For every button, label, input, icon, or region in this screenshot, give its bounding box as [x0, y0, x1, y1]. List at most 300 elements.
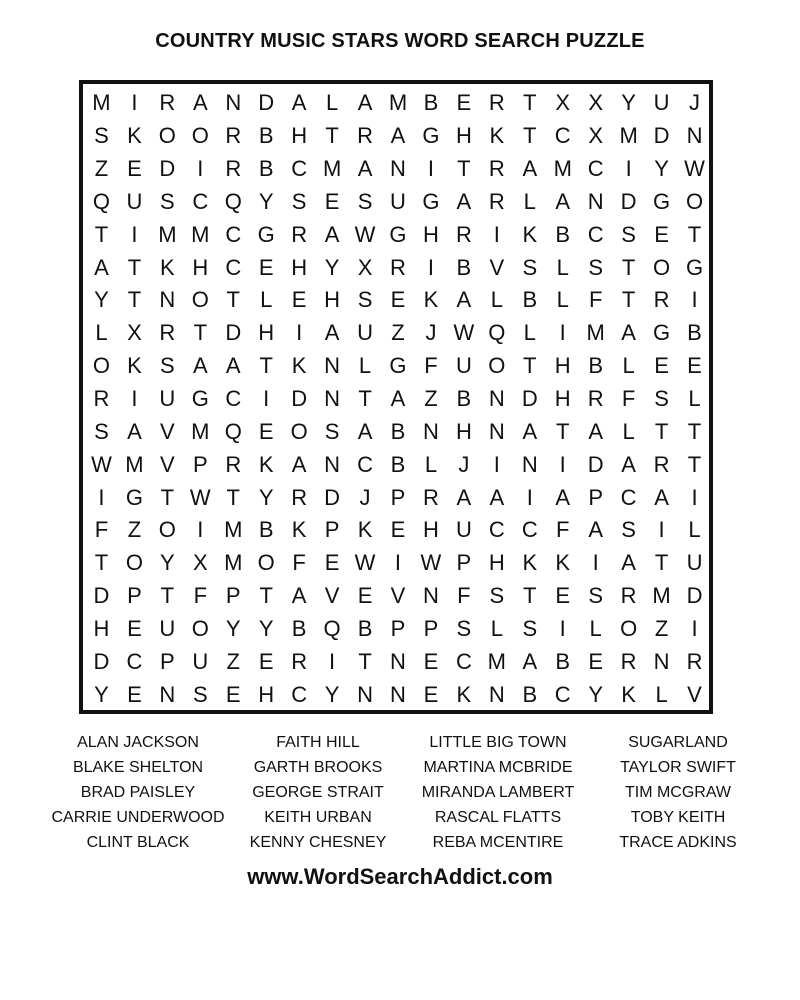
- grid-letter: C: [225, 254, 242, 280]
- grid-letter: D: [686, 583, 703, 609]
- grid-letter: T: [94, 550, 109, 576]
- grid-letter: D: [225, 320, 242, 346]
- grid-letter: O: [257, 550, 275, 576]
- grid-letter: G: [422, 123, 440, 149]
- grid-letter: G: [685, 254, 704, 280]
- grid-letter: A: [390, 123, 406, 149]
- grid-letter: Q: [323, 615, 341, 641]
- grid-letter: O: [620, 615, 638, 641]
- grid-letter: P: [324, 517, 340, 543]
- grid-letter: L: [622, 418, 635, 444]
- grid-letter: I: [296, 320, 303, 346]
- grid-letter: Z: [391, 320, 405, 346]
- grid-letter: G: [191, 385, 209, 411]
- grid-letter: Y: [588, 681, 604, 707]
- grid-letter: I: [427, 156, 434, 182]
- grid-letter: K: [456, 681, 472, 707]
- grid-letter: M: [586, 320, 605, 346]
- grid-letter: P: [423, 615, 439, 641]
- grid-letter: I: [493, 221, 500, 247]
- grid-letter: A: [390, 385, 406, 411]
- grid-letter: A: [324, 320, 340, 346]
- grid-letter: P: [192, 451, 208, 477]
- grid-letter: E: [127, 681, 142, 707]
- grid-letter: W: [684, 156, 705, 182]
- grid-letter: T: [556, 418, 570, 444]
- grid-letter: C: [587, 221, 604, 247]
- grid-letter: E: [357, 583, 373, 609]
- grid-letter: E: [654, 353, 669, 379]
- grid-letter: P: [225, 583, 241, 609]
- grid-letter: B: [423, 90, 439, 116]
- grid-letter: R: [390, 254, 406, 280]
- grid-letter: B: [456, 254, 472, 280]
- grid-letter: T: [160, 484, 175, 510]
- grid-letter: E: [291, 287, 307, 313]
- grid-letter: V: [489, 254, 505, 280]
- grid-letter: H: [192, 254, 209, 280]
- word-list-column: [408, 730, 588, 855]
- word-list-item: MIRANDA LAMBERT: [421, 784, 575, 801]
- grid-letter: R: [291, 221, 308, 247]
- grid-letter: G: [653, 320, 671, 346]
- grid-letter: R: [488, 188, 505, 214]
- grid-letter: R: [587, 385, 604, 411]
- grid-letter: W: [189, 484, 211, 510]
- grid-letter: I: [625, 156, 632, 182]
- grid-letter: U: [159, 385, 176, 411]
- grid-letter: U: [455, 353, 472, 379]
- grid-letter: T: [457, 156, 471, 182]
- grid-letter: N: [357, 681, 373, 707]
- grid-letter: G: [389, 221, 407, 247]
- grid-letter: T: [523, 90, 537, 116]
- grid-letter: E: [555, 583, 571, 609]
- grid-letter: R: [225, 123, 242, 149]
- grid-letter: N: [324, 353, 341, 379]
- grid-letter: Y: [258, 484, 274, 510]
- grid-letter: F: [94, 517, 109, 543]
- grid-letter: D: [258, 90, 275, 116]
- grid-letter: R: [225, 156, 242, 182]
- grid-letter: T: [687, 418, 702, 444]
- grid-letter: K: [555, 550, 571, 576]
- grid-letter: H: [258, 681, 275, 707]
- grid-letter: K: [489, 123, 505, 149]
- grid-letter: L: [523, 320, 536, 346]
- grid-letter: E: [225, 681, 241, 707]
- grid-letter: I: [526, 484, 533, 510]
- grid-letter: O: [158, 517, 176, 543]
- grid-letter: N: [159, 287, 176, 313]
- grid-letter: T: [325, 123, 339, 149]
- word-list-item: LITTLE BIG TOWN: [429, 734, 567, 751]
- grid-letter: V: [390, 583, 406, 609]
- grid-letter: S: [489, 583, 505, 609]
- grid-letter: S: [588, 254, 604, 280]
- grid-letter: M: [388, 90, 408, 116]
- grid-letter: I: [98, 484, 105, 510]
- grid-letter: L: [622, 353, 635, 379]
- grid-letter: D: [93, 583, 110, 609]
- grid-letter: D: [620, 188, 637, 214]
- grid-letter: T: [687, 451, 702, 477]
- grid-letter: A: [555, 188, 571, 214]
- grid-letter: I: [131, 221, 138, 247]
- grid-letter: A: [555, 484, 571, 510]
- grid-letter: K: [127, 353, 142, 379]
- grid-letter: F: [621, 385, 636, 411]
- grid-letter: W: [91, 451, 112, 477]
- grid-letter: K: [127, 123, 142, 149]
- grid-letter: F: [292, 550, 306, 576]
- grid-letter: H: [324, 287, 341, 313]
- grid-letter: I: [493, 451, 500, 477]
- grid-letter: L: [358, 353, 372, 379]
- grid-letter: Q: [224, 188, 242, 214]
- grid-letter: M: [224, 517, 243, 543]
- grid-letter: S: [94, 123, 109, 149]
- grid-letter: R: [159, 90, 176, 116]
- grid-letter: I: [131, 90, 138, 116]
- grid-letter: C: [554, 681, 571, 707]
- word-list-item: CLINT BLACK: [86, 834, 190, 851]
- grid-letter: N: [390, 156, 406, 182]
- grid-letter: I: [329, 648, 336, 674]
- grid-letter: R: [488, 156, 505, 182]
- grid-letter: N: [488, 385, 505, 411]
- grid-letter: Y: [160, 550, 175, 576]
- grid-letter: X: [357, 254, 373, 280]
- grid-letter: C: [225, 221, 242, 247]
- grid-letter: T: [226, 287, 240, 313]
- grid-letter: A: [291, 451, 307, 477]
- grid-letter: P: [160, 648, 175, 674]
- grid-letter: R: [159, 320, 176, 346]
- grid-letter: V: [324, 583, 340, 609]
- grid-letter: H: [258, 320, 275, 346]
- grid-letter: I: [394, 550, 402, 576]
- grid-letter: G: [389, 353, 407, 379]
- grid-letter: V: [160, 451, 175, 477]
- grid-letter: H: [488, 550, 505, 576]
- grid-letter: P: [588, 484, 604, 510]
- grid-letter: L: [95, 320, 108, 346]
- grid-letter: A: [588, 418, 604, 444]
- grid-letter: B: [555, 221, 571, 247]
- grid-letter: B: [357, 615, 373, 641]
- grid-letter: A: [621, 451, 636, 477]
- grid-letter: B: [390, 451, 406, 477]
- grid-letter: O: [92, 353, 111, 379]
- grid-letter: C: [521, 517, 538, 543]
- grid-letter: B: [687, 320, 702, 346]
- word-list-item: TRACE ADKINS: [619, 834, 737, 851]
- grid-letter: O: [191, 287, 209, 313]
- grid-letter: S: [291, 188, 307, 214]
- grid-letter: L: [260, 287, 273, 313]
- grid-letter: K: [291, 353, 307, 379]
- word-list-column: [228, 730, 408, 855]
- grid-letter: B: [522, 287, 538, 313]
- grid-letter: A: [94, 254, 109, 280]
- grid-letter: A: [456, 287, 472, 313]
- grid-letter: W: [420, 550, 442, 576]
- grid-letter: E: [127, 156, 142, 182]
- grid-letter: L: [523, 188, 536, 214]
- grid-letter: A: [324, 221, 340, 247]
- grid-letter: R: [357, 123, 373, 149]
- grid-letter: G: [653, 188, 671, 214]
- grid-letter: R: [291, 484, 308, 510]
- grid-letter: T: [523, 353, 537, 379]
- letter-grid-frame: [79, 80, 713, 714]
- grid-letter: M: [224, 550, 243, 576]
- grid-letter: X: [127, 320, 142, 346]
- grid-letter: K: [522, 221, 538, 247]
- grid-letter: Q: [488, 320, 506, 346]
- grid-letter: A: [357, 90, 373, 116]
- grid-letter: N: [587, 188, 604, 214]
- grid-letter: B: [258, 156, 274, 182]
- grid-letter: U: [126, 188, 143, 214]
- grid-letter: N: [159, 681, 176, 707]
- grid-letter: X: [588, 90, 604, 116]
- grid-letter: C: [357, 451, 373, 477]
- grid-letter: E: [456, 90, 472, 116]
- grid-letter: S: [588, 583, 604, 609]
- grid-letter: L: [556, 287, 569, 313]
- grid-letter: I: [559, 615, 566, 641]
- grid-letter: D: [93, 648, 110, 674]
- grid-letter: M: [191, 418, 210, 444]
- grid-letter: M: [553, 156, 572, 182]
- grid-letter: N: [225, 90, 242, 116]
- grid-letter: N: [422, 418, 439, 444]
- grid-letter: E: [654, 221, 669, 247]
- grid-letter: O: [653, 254, 671, 280]
- grid-letter: M: [487, 648, 506, 674]
- grid-letter: J: [425, 320, 437, 346]
- grid-letter: E: [423, 681, 439, 707]
- grid-letter: C: [291, 681, 308, 707]
- grid-letter: N: [521, 451, 538, 477]
- grid-letter: A: [192, 90, 208, 116]
- grid-letter: G: [125, 484, 143, 510]
- grid-letter: H: [554, 353, 571, 379]
- grid-letter: I: [197, 156, 204, 182]
- word-list-item: KENNY CHESNEY: [249, 834, 387, 851]
- grid-letter: F: [556, 517, 570, 543]
- grid-letter: M: [322, 156, 342, 182]
- grid-letter: A: [291, 583, 307, 609]
- grid-letter: T: [127, 254, 142, 280]
- grid-letter: R: [653, 451, 670, 477]
- word-list-item: RASCAL FLATTS: [434, 809, 562, 826]
- grid-letter: A: [522, 156, 538, 182]
- grid-letter: S: [621, 517, 636, 543]
- grid-letter: Y: [324, 681, 340, 707]
- grid-letter: N: [686, 123, 703, 149]
- word-list-column: [48, 730, 228, 855]
- grid-letter: B: [588, 353, 604, 379]
- grid-letter: W: [453, 320, 475, 346]
- grid-letter: O: [191, 615, 209, 641]
- grid-letter: Z: [94, 156, 109, 182]
- grid-letter: C: [126, 648, 143, 674]
- grid-letter: F: [193, 583, 208, 609]
- grid-letter: S: [522, 615, 538, 641]
- grid-letter: S: [654, 385, 669, 411]
- grid-letter: S: [357, 287, 373, 313]
- grid-letter: L: [490, 287, 503, 313]
- grid-letter: C: [587, 156, 604, 182]
- grid-letter: E: [390, 517, 406, 543]
- grid-letter: C: [455, 648, 472, 674]
- grid-letter: J: [689, 90, 701, 116]
- grid-letter: P: [390, 615, 406, 641]
- grid-letter: E: [588, 648, 604, 674]
- grid-letter: K: [160, 254, 175, 280]
- grid-letter: S: [324, 418, 340, 444]
- grid-letter: A: [357, 156, 373, 182]
- grid-letter: F: [457, 583, 471, 609]
- grid-letter: U: [455, 517, 472, 543]
- word-list-item: GEORGE STRAIT: [252, 784, 384, 801]
- grid-letter: W: [354, 221, 376, 247]
- grid-letter: I: [658, 517, 665, 543]
- word-list-column: [588, 730, 768, 855]
- grid-letter: L: [589, 615, 602, 641]
- grid-letter: T: [523, 583, 537, 609]
- grid-letter: T: [259, 353, 273, 379]
- grid-letter: K: [423, 287, 439, 313]
- grid-letter: S: [456, 615, 472, 641]
- grid-letter: A: [456, 484, 472, 510]
- grid-letter: O: [125, 550, 143, 576]
- word-list-item: GARTH BROOKS: [253, 759, 383, 776]
- grid-letter: T: [621, 254, 636, 280]
- grid-letter: B: [456, 385, 472, 411]
- grid-letter: C: [488, 517, 505, 543]
- grid-letter: A: [127, 418, 142, 444]
- grid-letter: N: [390, 681, 406, 707]
- grid-letter: R: [488, 90, 505, 116]
- grid-letter: O: [290, 418, 308, 444]
- grid-letter: D: [324, 484, 341, 510]
- grid-letter: T: [193, 320, 208, 346]
- grid-letter: Y: [225, 615, 241, 641]
- grid-letter: I: [131, 385, 138, 411]
- grid-letter: D: [291, 385, 308, 411]
- grid-letter: Y: [94, 287, 109, 313]
- grid-letter: B: [291, 615, 307, 641]
- grid-letter: D: [587, 451, 604, 477]
- website-footer: www.WordSearchAddict.com: [247, 864, 553, 889]
- grid-letter: O: [191, 123, 209, 149]
- grid-letter: V: [160, 418, 175, 444]
- grid-letter: M: [191, 221, 210, 247]
- grid-letter: M: [652, 583, 671, 609]
- grid-letter: N: [324, 451, 341, 477]
- grid-letter: Y: [324, 254, 340, 280]
- puzzle-title: COUNTRY MUSIC STARS WORD SEARCH PUZZLE: [155, 30, 645, 52]
- grid-letter: C: [225, 385, 242, 411]
- word-list-item: BLAKE SHELTON: [72, 759, 204, 776]
- grid-letter: I: [691, 615, 698, 641]
- word-list-item: MARTINA MCBRIDE: [423, 759, 573, 776]
- grid-letter: K: [522, 550, 538, 576]
- grid-letter: V: [687, 681, 702, 707]
- grid-letter: X: [588, 123, 604, 149]
- grid-letter: B: [522, 681, 538, 707]
- grid-letter: T: [687, 221, 702, 247]
- word-list-item: TOBY KEITH: [630, 809, 726, 826]
- grid-letter: N: [488, 418, 505, 444]
- grid-letter: K: [621, 681, 636, 707]
- word-list-item: SUGARLAND: [628, 734, 728, 751]
- grid-letter: G: [257, 221, 275, 247]
- grid-letter: L: [556, 254, 569, 280]
- grid-letter: A: [225, 353, 241, 379]
- grid-letter: A: [192, 353, 208, 379]
- grid-letter: T: [358, 648, 372, 674]
- grid-letter: E: [324, 550, 340, 576]
- grid-letter: C: [291, 156, 308, 182]
- grid-letter: K: [291, 517, 307, 543]
- grid-letter: L: [424, 451, 438, 477]
- grid-letter: B: [390, 418, 406, 444]
- grid-letter: S: [192, 681, 208, 707]
- grid-letter: C: [192, 188, 209, 214]
- grid-letter: I: [197, 517, 204, 543]
- grid-letter: H: [291, 123, 308, 149]
- grid-letter: I: [263, 385, 270, 411]
- grid-letter: B: [258, 517, 274, 543]
- grid-letter: A: [621, 320, 636, 346]
- grid-letter: H: [455, 418, 472, 444]
- grid-letter: T: [654, 418, 669, 444]
- letter-grid: [85, 87, 711, 711]
- grid-letter: H: [422, 221, 439, 247]
- grid-letter: A: [522, 418, 538, 444]
- grid-letter: E: [423, 648, 439, 674]
- grid-letter: E: [127, 615, 142, 641]
- grid-letter: X: [555, 90, 571, 116]
- grid-letter: Y: [94, 681, 109, 707]
- grid-letter: N: [653, 648, 670, 674]
- grid-letter: N: [422, 583, 439, 609]
- grid-letter: N: [390, 648, 406, 674]
- grid-letter: R: [225, 451, 242, 477]
- grid-letter: S: [160, 353, 175, 379]
- grid-letter: T: [94, 221, 109, 247]
- grid-letter: X: [192, 550, 208, 576]
- grid-letter: Z: [226, 648, 240, 674]
- word-list-item: KEITH URBAN: [264, 809, 372, 826]
- grid-letter: A: [456, 188, 472, 214]
- grid-letter: Y: [258, 188, 274, 214]
- grid-letter: A: [489, 484, 505, 510]
- grid-letter: T: [621, 287, 636, 313]
- grid-letter: R: [422, 484, 439, 510]
- grid-letter: L: [688, 517, 701, 543]
- grid-letter: B: [555, 648, 571, 674]
- grid-letter: H: [93, 615, 110, 641]
- word-list: [48, 730, 768, 855]
- grid-letter: Y: [654, 156, 669, 182]
- grid-letter: A: [621, 550, 636, 576]
